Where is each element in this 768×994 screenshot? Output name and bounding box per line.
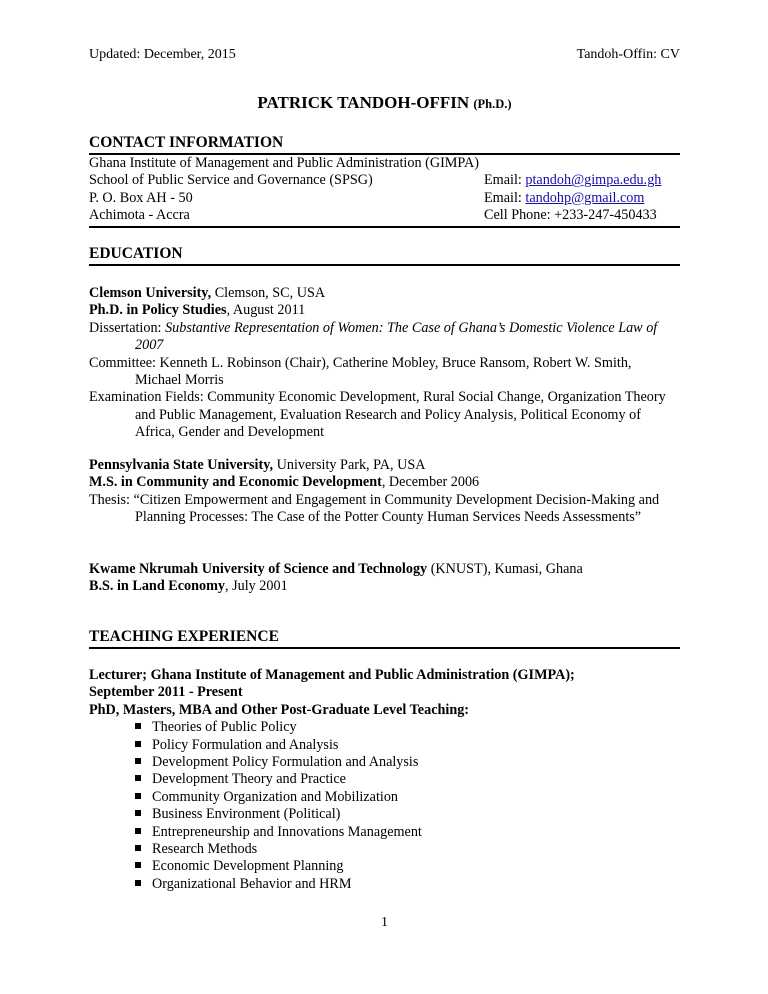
contact-heading: CONTACT INFORMATION	[89, 134, 680, 155]
list-item: Economic Development Planning	[135, 858, 680, 875]
list-item: Policy Formulation and Analysis	[135, 737, 680, 754]
teaching-position: Lecturer; Ghana Institute of Management and Public Administration (GIMPA);	[89, 667, 575, 683]
list-item: Community Organization and Mobilization	[135, 789, 680, 806]
bullet-icon	[135, 810, 141, 816]
name-main: PATRICK TANDOH-OFFIN	[257, 93, 470, 112]
name-suffix: (Ph.D.)	[473, 97, 512, 111]
cell-phone: Cell Phone: +233-247-450433	[484, 207, 657, 224]
email-primary: Email: ptandoh@gimpa.edu.gh	[484, 172, 662, 189]
teaching-gimpa	[89, 667, 680, 893]
school: School of Public Service and Governance (SPSG)	[89, 172, 373, 189]
bullet-icon	[135, 880, 141, 886]
list-item: Development Theory and Practice	[135, 771, 680, 788]
updated-date: Updated: December, 2015	[89, 47, 236, 62]
bullet-icon	[135, 723, 141, 729]
document-id: Tandoh-Offin: CV	[576, 47, 680, 62]
course-list	[89, 719, 680, 893]
contact-info	[89, 155, 680, 225]
teaching-level: PhD, Masters, MBA and Other Post-Graduate Level Teaching:	[89, 701, 470, 718]
bullet-icon	[135, 793, 141, 799]
education-heading: EDUCATION	[89, 245, 680, 266]
institution: Ghana Institute of Management and Public Administration (GIMPA)	[89, 155, 479, 171]
email-primary-link[interactable]: ptandoh@gimpa.edu.gh	[525, 172, 662, 189]
education-clemson: Clemson University, Clemson, SC, USA Ph.D. in Policy Studies, August 2011 Dissertation: Substantive Representation of Women: The Case of Ghana’s Domestic Violence Law of 2007 Committee: Kenneth L. Robinson (Chair), Catherine Mobley, Bruce Ransom, Robert W. Smith, Michael Morris Examination Fields: Community Economic Development, Rural Social Change, Organization Theory and Public Management, Evaluation Research and Policy Analysis, Political Economy of Africa, Gender and Development	[89, 285, 666, 441]
page-number: 1	[381, 915, 388, 930]
education-knust: Kwame Nkrumah University of Science and Technology (KNUST), Kumasi, Ghana B.S. in Land Economy, July 2001	[89, 561, 583, 595]
city: Achimota - Accra	[89, 207, 190, 224]
list-item: Organizational Behavior and HRM	[135, 876, 680, 893]
page-header	[89, 46, 680, 63]
list-item: Entrepreneurship and Innovations Management	[135, 824, 680, 841]
bullet-icon	[135, 862, 141, 868]
bullet-icon	[135, 741, 141, 747]
email-secondary-link[interactable]: tandohp@gmail.com	[525, 189, 645, 206]
teaching-period: September 2011 - Present	[89, 684, 243, 701]
bullet-icon	[135, 775, 141, 781]
bullet-icon	[135, 845, 141, 851]
contact-divider	[89, 226, 680, 228]
email-secondary: Email: tandohp@gmail.com	[484, 189, 645, 206]
person-name	[89, 94, 680, 113]
bullet-icon	[135, 828, 141, 834]
list-item: Business Environment (Political)	[135, 806, 680, 823]
list-item: Research Methods	[135, 841, 680, 858]
teaching-heading: TEACHING EXPERIENCE	[89, 628, 680, 649]
education-penn-state: Pennsylvania State University, University Park, PA, USA M.S. in Community and Economic Development, December 2006 Thesis: “Citizen Empowerment and Engagement in Community Development Decision-Making and Planning Processes: The Case of the Potter County Human Services Needs Assessments”	[89, 457, 660, 526]
list-item: Development Policy Formulation and Analysis	[135, 754, 680, 771]
po-box: P. O. Box AH - 50	[89, 189, 193, 206]
cv-page	[89, 0, 680, 994]
bullet-icon	[135, 758, 141, 764]
list-item: Theories of Public Policy	[135, 719, 680, 736]
